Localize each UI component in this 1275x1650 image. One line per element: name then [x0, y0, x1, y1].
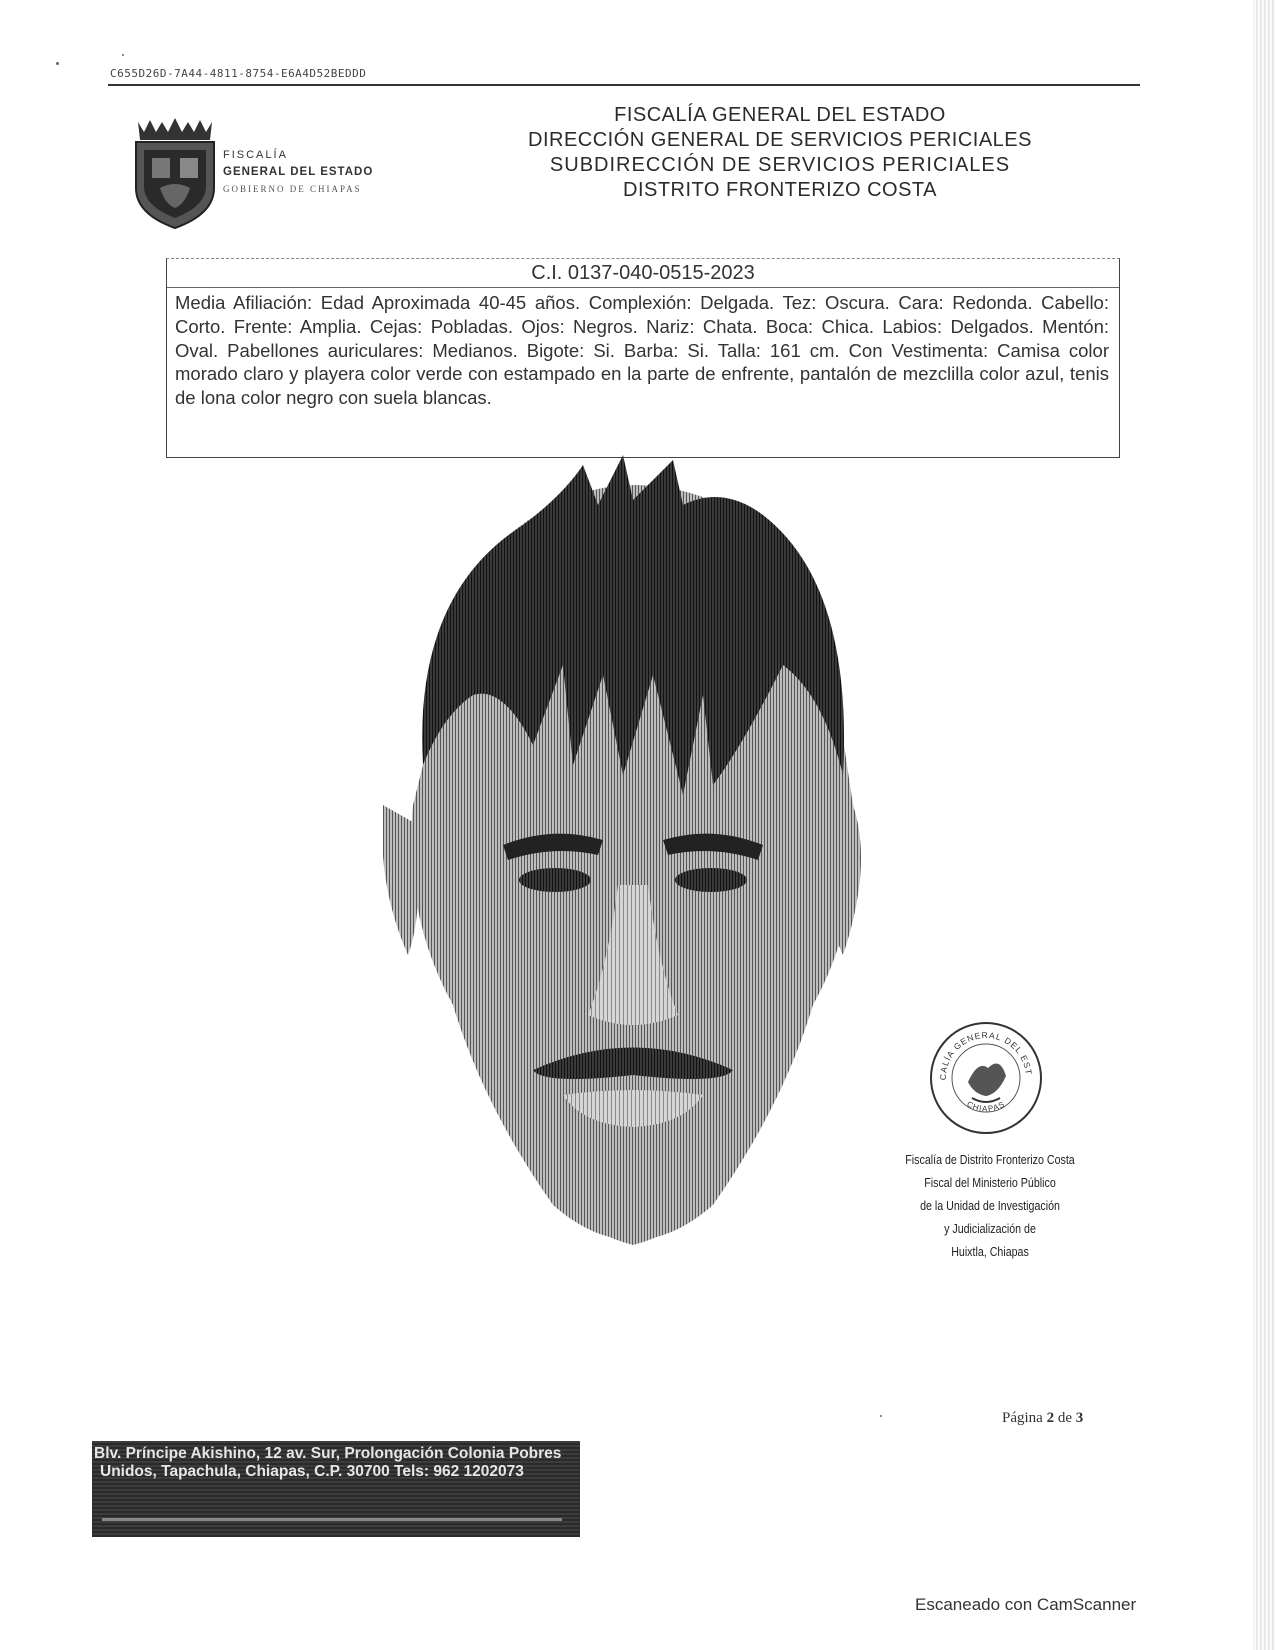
- logo-line-3: GOBIERNO DE CHIAPAS: [223, 184, 362, 194]
- seal-line-5: Huixtla, Chiapas: [951, 1244, 1029, 1259]
- logo-line-1: FISCALÍA: [223, 149, 288, 161]
- case-underline: [167, 287, 1119, 288]
- page-of: de: [1057, 1410, 1072, 1426]
- scan-edge: [1253, 0, 1275, 1650]
- seal-line-1: Fiscalía de Distrito Fronterizo Costa: [905, 1152, 1075, 1167]
- description-box: [166, 258, 1120, 458]
- header-titles: [500, 103, 1060, 203]
- logo-text: [223, 147, 373, 198]
- composite-portrait-sketch: [383, 445, 883, 1305]
- seal-line-3: de la Unidad de Investigación: [920, 1198, 1060, 1213]
- header-rule: [108, 84, 1140, 86]
- scan-speck: [122, 54, 124, 56]
- page-current: 2: [1046, 1410, 1055, 1426]
- scan-speck: [880, 1415, 882, 1417]
- header-title-3: SUBDIRECCIÓN DE SERVICIOS PERICIALES: [549, 154, 1011, 176]
- header-title-2: DIRECCIÓN GENERAL DE SERVICIOS PERICIALES: [528, 129, 1032, 151]
- page-label: Página: [1002, 1410, 1043, 1426]
- logo-line-2: GENERAL DEL ESTADO: [223, 166, 374, 178]
- footer-address-block: [92, 1441, 580, 1537]
- suspect-description: Media Afiliación: Edad Aproximada 40-45 años. Complexión: Delgada. Tez: Oscura. Cara: Redonda. Cabello: Corto. Frente: Amplia. Cejas: Pobladas. Ojos: Negros. Nariz: Chata. Boca: Chica. Labios: Delgados. Mentón: Oval. Pabellones auriculares: Medianos. Bigote: Si. Barba: Si. Talla: 161 cm. Con Vestimenta: Camisa color morado claro y playera color verde con estampado en la parte de enfrente, pantalón de mezclilla color azul, tenis de lona color negro con suela blancas.: [175, 292, 1109, 409]
- seal-ring-top: CALÍA GENERAL DEL EST: [937, 1029, 1034, 1081]
- footer-bar: [102, 1518, 562, 1521]
- header-title-4: DISTRITO FRONTERIZO COSTA: [623, 179, 937, 201]
- official-seal: [928, 1020, 1044, 1136]
- seal-line-4: y Judicialización de: [944, 1221, 1036, 1236]
- footer-address-line-1: Blv. Príncipe Akishino, 12 av. Sur, Prolongación Colonia Pobres: [94, 1445, 562, 1462]
- camscanner-watermark: Escaneado con CamScanner: [915, 1595, 1137, 1614]
- page-total: 3: [1075, 1410, 1084, 1426]
- seal-signature-block: [892, 1148, 1089, 1263]
- case-number: C.I. 0137-040-0515-2023: [531, 262, 755, 284]
- header-title-1: FISCALÍA GENERAL DEL ESTADO: [614, 104, 946, 126]
- page-number: [1002, 1410, 1083, 1427]
- state-coat-of-arms-logo: [130, 118, 220, 230]
- scan-speck: [56, 62, 59, 65]
- seal-line-2: Fiscal del Ministerio Público: [924, 1175, 1056, 1190]
- document-id: C655D26D-7A44-4811-8754-E6A4D52BEDDD: [110, 67, 367, 80]
- seal-ring-bottom: CHIAPAS: [965, 1099, 1007, 1114]
- footer-address-line-2: Unidos, Tapachula, Chiapas, C.P. 30700 Tels: 962 1202073: [100, 1463, 524, 1480]
